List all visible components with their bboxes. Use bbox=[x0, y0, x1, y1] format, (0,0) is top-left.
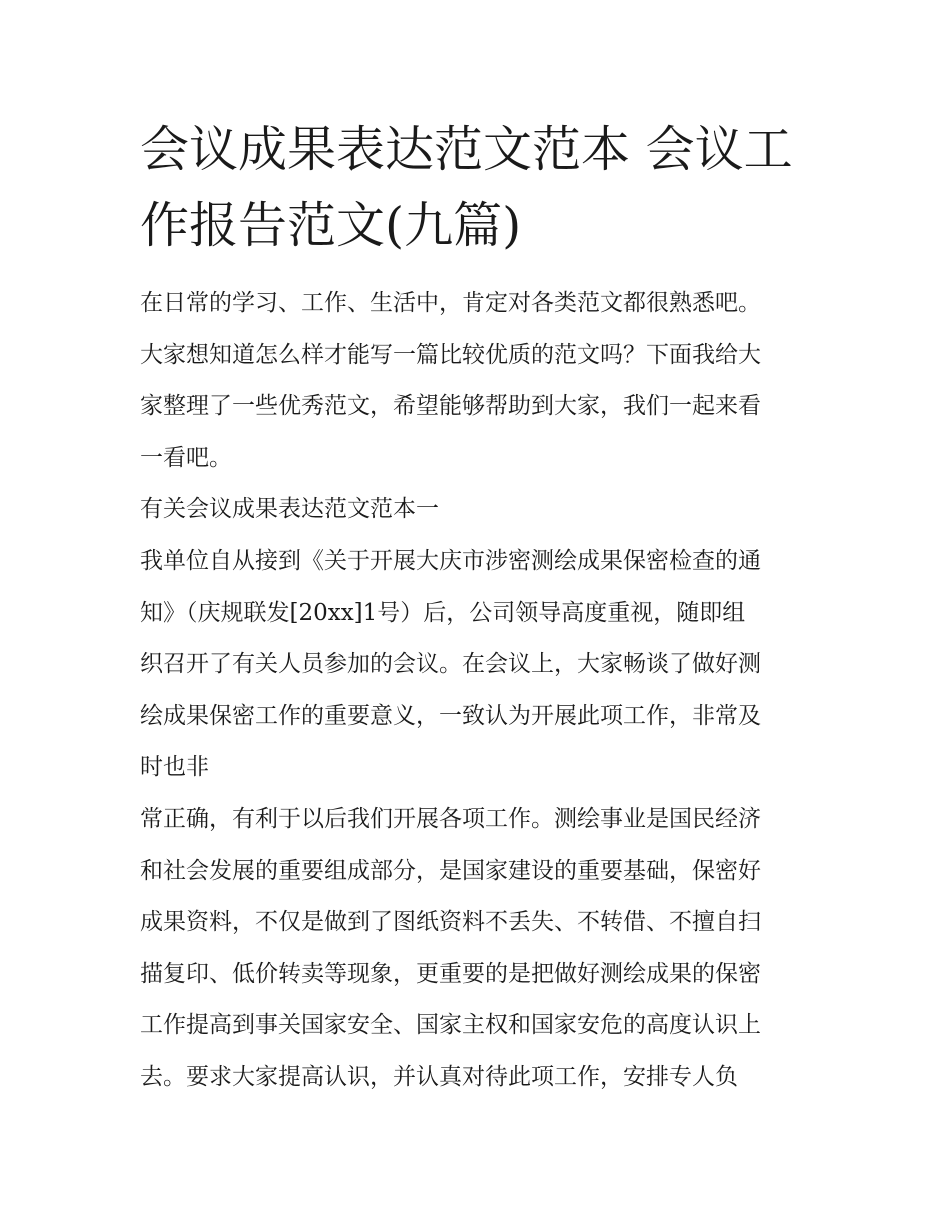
intro-paragraph: 在日常的学习、工作、生活中，肯定对各类范文都很熟悉吧。 大家想知道怎么样才能写一篇比较优质的范文吗？下面我给大 家整理了一些优秀范文，希望能够帮助到大家，我们一起来看 一看吧。 bbox=[140, 290, 761, 471]
document-body bbox=[140, 278, 812, 1104]
body-paragraph: 常正确，有利于以后我们开展各项工作。测绘事业是国民经济 和社会发展的重要组成部分，是国家建设的重要基础，保密好 成果资料，不仅是做到了图纸资料不丢失、不转借、不擅自扫 描复印、低价转卖等现象，更重要的是把做好测绘成果的保密 工作提高到事关国家安全、国家主权和国家安危的高度认识上 去。要求大家提高认识，并认真对待此项工作，安排专人负 bbox=[140, 805, 761, 1090]
document-title: 会议成果表达范文范本 会议工 作报告范文(九篇) bbox=[140, 121, 793, 254]
section-heading: 有关会议成果表达范文范本一 bbox=[140, 496, 439, 523]
document-content bbox=[140, 112, 812, 1104]
body-paragraph: 我单位自从接到《关于开展大庆市涉密测绘成果保密检查的通 知》（庆规联发[20xx]1号）后，公司领导高度重视，随即组 织召开了有关人员参加的会议。在会议上，大家畅谈了做好测 绘成果保密工作的重要意义，一致认为开展此项工作，非常及 时也非 bbox=[140, 547, 761, 781]
